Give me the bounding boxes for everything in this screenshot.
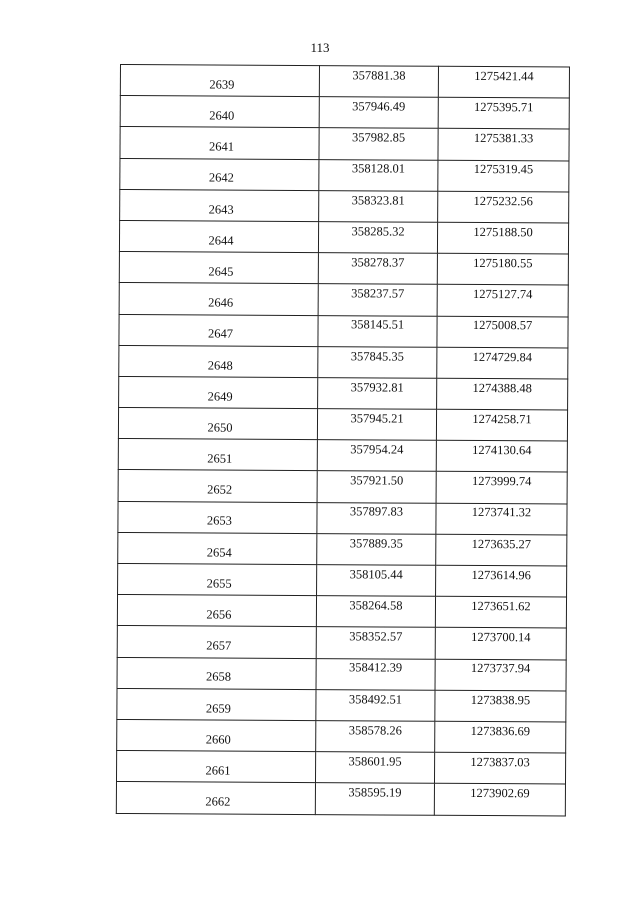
point-number-text: 2641 (209, 139, 235, 154)
point-number-text: 2656 (206, 607, 232, 622)
point-number-cell (117, 626, 316, 658)
coordinate-y-text: 1273635.27 (471, 536, 532, 551)
point-number-cell (118, 563, 317, 595)
point-number-cell (116, 782, 315, 814)
coordinate-x-cell (316, 721, 435, 753)
page-number: 113 (310, 40, 330, 55)
point-number-cell (119, 283, 318, 315)
point-number-cell (117, 657, 316, 689)
point-number-cell (119, 314, 318, 346)
point-number-cell (119, 376, 318, 408)
coordinate-x-cell (318, 284, 437, 316)
coordinate-x-text: 357921.50 (350, 473, 404, 488)
coordinate-y-text: 1273837.03 (470, 754, 530, 770)
coordinate-y-text: 1273838.95 (470, 692, 531, 707)
table-row (118, 439, 567, 473)
table-row (117, 657, 566, 691)
table-row (119, 345, 568, 379)
coordinate-y-text: 1273902.69 (470, 786, 530, 801)
table-row (119, 283, 568, 317)
coordinate-x-text: 358128.01 (351, 161, 406, 176)
point-number-cell (116, 751, 315, 783)
coordinate-y-text: 1273999.74 (471, 474, 532, 489)
coordinate-x-text: 358237.57 (351, 286, 405, 301)
coordinates-table (116, 64, 570, 816)
coordinate-x-cell (319, 159, 438, 191)
coordinate-y-cell (435, 628, 566, 660)
point-number-cell (120, 158, 319, 190)
coordinate-x-text: 358264.58 (349, 598, 403, 613)
coordinate-x-cell (319, 66, 438, 98)
coordinate-x-text: 357954.24 (350, 442, 404, 457)
point-number-cell (120, 65, 319, 97)
point-number-text: 2646 (208, 295, 234, 310)
table-row (120, 65, 569, 99)
coordinate-y-cell (435, 596, 566, 628)
point-number-text: 2640 (209, 108, 235, 123)
table-body (116, 65, 569, 816)
coordinate-x-text: 358595.19 (348, 785, 402, 800)
point-number-text: 2648 (207, 358, 233, 373)
point-number-text: 2655 (206, 576, 232, 591)
coordinate-x-text: 357881.38 (352, 68, 406, 83)
table-row (119, 314, 568, 348)
table-row (119, 220, 568, 254)
point-number-cell (118, 439, 317, 471)
point-number-cell (117, 595, 316, 627)
table-row (119, 252, 568, 286)
table-row (116, 782, 565, 816)
table-row (117, 688, 566, 722)
coordinate-y-cell (437, 378, 568, 410)
point-number-cell (120, 127, 319, 159)
coordinate-x-cell (317, 471, 436, 503)
coordinate-y-cell (438, 160, 569, 192)
coordinate-x-cell (319, 128, 438, 160)
table-row (117, 595, 566, 629)
coordinate-x-cell (318, 346, 437, 378)
coordinate-y-cell (438, 97, 569, 129)
coordinate-x-text: 357932.81 (350, 380, 404, 395)
coordinate-y-text: 1275395.71 (474, 100, 534, 115)
coordinate-y-cell (437, 285, 568, 317)
table-row (118, 532, 567, 566)
table-row (117, 719, 566, 753)
coordinate-x-cell (317, 533, 436, 565)
coordinate-y-text: 1275008.57 (472, 318, 533, 333)
table-row (116, 751, 565, 785)
coordinate-y-cell (434, 752, 565, 784)
coordinate-y-cell (435, 690, 566, 722)
point-number-text: 2652 (207, 482, 233, 497)
point-number-text: 2639 (209, 77, 235, 92)
coordinate-x-cell (318, 315, 437, 347)
coordinate-x-text: 357889.35 (349, 535, 403, 551)
point-number-text: 2658 (206, 669, 232, 685)
coordinate-y-cell (437, 222, 568, 254)
coordinate-y-text: 1273737.94 (470, 661, 531, 676)
point-number-cell (120, 189, 319, 221)
coordinate-y-text: 1273651.62 (471, 599, 531, 614)
point-number-text: 2649 (207, 389, 233, 404)
point-number-text: 2651 (207, 451, 233, 466)
coordinate-x-text: 358578.26 (348, 723, 402, 738)
point-number-text: 2647 (207, 326, 234, 341)
table-row (118, 563, 567, 597)
point-number-cell (119, 345, 318, 377)
coordinate-y-cell (435, 659, 566, 691)
coordinate-y-text: 1274729.84 (472, 349, 533, 364)
point-number-text: 2659 (205, 701, 231, 716)
coordinate-x-cell (317, 565, 436, 597)
point-number-text: 2644 (208, 233, 234, 248)
coordinate-y-cell (436, 503, 567, 535)
coordinate-x-cell (316, 689, 435, 721)
coordinate-y-text: 1275421.44 (474, 68, 534, 84)
coordinate-y-cell (436, 534, 567, 566)
coordinate-y-cell (438, 191, 569, 223)
point-number-cell (120, 96, 319, 128)
coordinate-y-cell (436, 565, 567, 597)
coordinate-y-text: 1273614.96 (471, 567, 531, 583)
point-number-text: 2654 (206, 545, 232, 560)
coordinate-y-cell (436, 409, 567, 441)
coordinate-x-text: 357897.83 (349, 504, 404, 520)
point-number-cell (118, 501, 317, 533)
table-row (120, 96, 569, 130)
table-row (120, 189, 569, 223)
point-number-cell (119, 252, 318, 284)
coordinates-table-container (116, 64, 564, 816)
coordinate-y-text: 1273836.69 (470, 723, 531, 739)
table-row (119, 376, 568, 410)
coordinate-x-cell (316, 596, 435, 628)
coordinate-y-cell (435, 721, 566, 753)
point-number-cell (118, 408, 317, 440)
coordinate-x-text: 357845.35 (350, 348, 404, 364)
coordinate-y-cell (438, 129, 569, 161)
point-number-cell (119, 220, 318, 252)
coordinate-y-cell (434, 784, 565, 816)
coordinate-x-text: 358492.51 (348, 691, 403, 707)
coordinate-x-text: 358145.51 (350, 317, 405, 332)
coordinate-y-text: 1275188.50 (473, 224, 533, 240)
coordinate-x-cell (317, 440, 436, 472)
table-row (118, 470, 567, 504)
coordinate-y-cell (437, 347, 568, 379)
coordinate-x-text: 358285.32 (351, 224, 405, 239)
coordinate-x-cell (318, 253, 437, 285)
point-number-text: 2645 (208, 264, 234, 279)
coordinate-x-cell (315, 783, 434, 815)
coordinate-y-text: 1274130.64 (472, 443, 532, 458)
point-number-text: 2661 (205, 763, 231, 778)
coordinate-y-text: 1273741.32 (471, 505, 532, 520)
coordinate-y-text: 1273700.14 (471, 630, 531, 645)
point-number-text: 2662 (205, 794, 231, 809)
coordinate-y-cell (438, 66, 569, 98)
table-row (120, 127, 569, 161)
coordinate-y-text: 1274258.71 (472, 411, 532, 427)
table-row (118, 501, 567, 535)
coordinate-x-cell (319, 97, 438, 129)
coordinate-y-cell (436, 441, 567, 473)
coordinate-y-text: 1274388.48 (472, 380, 532, 396)
coordinate-x-text: 357946.49 (352, 99, 406, 114)
coordinate-x-cell (316, 658, 435, 690)
coordinate-y-text: 1275180.55 (473, 255, 533, 271)
point-number-text: 2643 (208, 202, 234, 217)
coordinate-x-cell (316, 627, 435, 659)
coordinate-x-text: 358352.57 (349, 629, 403, 644)
coordinate-y-text: 1275127.74 (472, 287, 533, 302)
coordinate-x-text: 358412.39 (349, 660, 403, 675)
point-number-text: 2650 (207, 420, 233, 435)
table-row (120, 158, 569, 192)
coordinate-x-text: 358278.37 (351, 255, 405, 270)
point-number-cell (117, 688, 316, 720)
coordinate-x-text: 357945.21 (350, 411, 404, 426)
table-row (117, 626, 566, 660)
coordinate-x-text: 358105.44 (349, 567, 403, 582)
coordinate-y-text: 1275319.45 (473, 162, 534, 177)
coordinate-x-cell (317, 409, 436, 441)
table-row (118, 408, 567, 442)
coordinate-x-cell (319, 190, 438, 222)
coordinate-x-cell (318, 377, 437, 409)
point-number-cell (118, 532, 317, 564)
coordinate-x-cell (315, 752, 434, 784)
coordinate-y-cell (436, 472, 567, 504)
coordinate-x-text: 357982.85 (351, 130, 406, 145)
point-number-text: 2657 (206, 638, 232, 653)
point-number-text: 2660 (205, 732, 231, 747)
point-number-cell (118, 470, 317, 502)
coordinate-x-cell (317, 502, 436, 534)
coordinate-y-text: 1275232.56 (473, 193, 533, 208)
point-number-text: 2653 (206, 513, 232, 529)
coordinate-x-cell (318, 222, 437, 254)
coordinate-y-cell (437, 253, 568, 285)
point-number-cell (117, 719, 316, 751)
coordinate-x-text: 358323.81 (351, 192, 405, 208)
coordinate-y-cell (437, 316, 568, 348)
coordinate-y-text: 1275381.33 (473, 131, 534, 146)
point-number-text: 2642 (208, 170, 234, 186)
coordinate-x-text: 358601.95 (348, 754, 402, 769)
